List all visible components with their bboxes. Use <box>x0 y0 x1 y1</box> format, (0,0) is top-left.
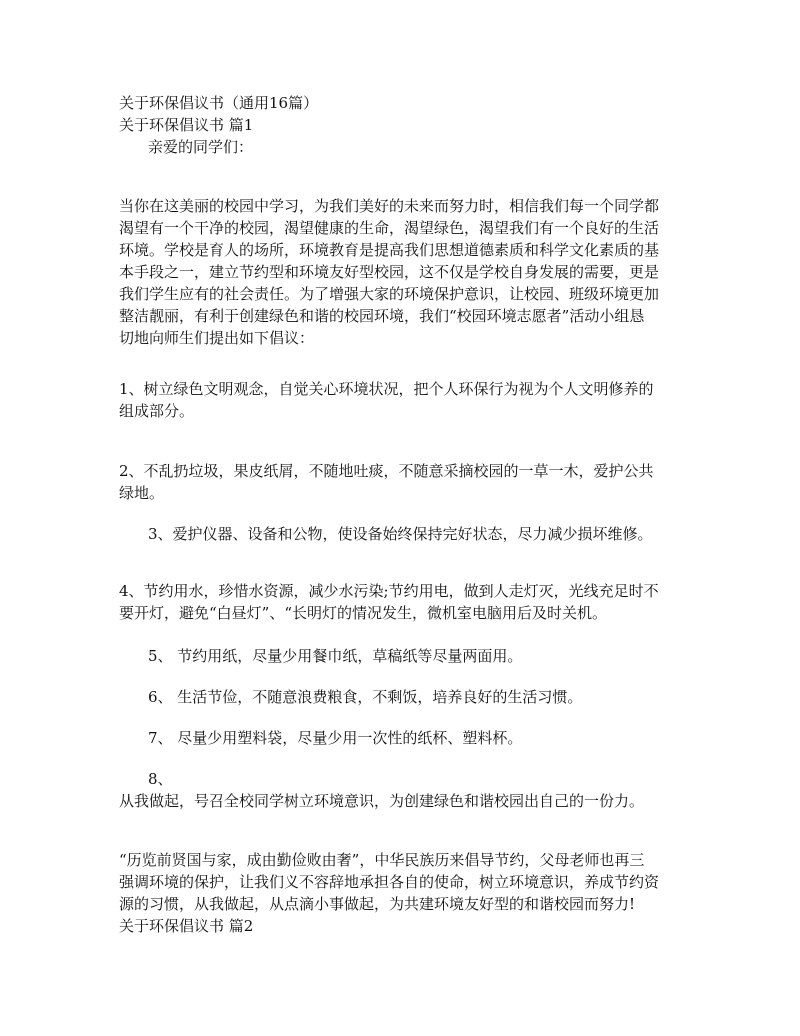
paragraph-line: 环境。学校是育人的场所，环境教育是提高我们思想道德素质和科学文化素质的基 <box>119 241 660 259</box>
document-title: 关于环保倡议书（通用16篇） <box>119 94 319 112</box>
paragraph-line: 2、不乱扔垃圾，果皮纸屑，不随地吐痰，不随意采摘校园的一草一木，爱护公共 <box>119 462 654 480</box>
paragraph-line: 绿地。 <box>119 484 165 502</box>
paragraph-line: 整洁靓丽，有利于创建绿色和谐的校园环境，我们“校园环境志愿者”活动小组恳 <box>119 307 645 325</box>
proposal-item-3: 3、爱护仪器、设备和公物，使设备始终保持完好状态，尽力减少损坏维修。 <box>148 525 653 543</box>
section-heading-1: 关于环保倡议书 篇1 <box>119 116 254 134</box>
paragraph-line: 4、节约用水，珍惜水资源，减少水污染;节约用电，做到人走灯灭，光线充足时不 <box>119 582 659 600</box>
paragraph-line: 1、树立绿色文明观念，自觉关心环境状况，把个人环保行为视为个人文明修养的 <box>119 380 654 398</box>
paragraph-line: 强调环境的保护，让我们义不容辞地承担各自的使命，树立环境意识，养成节约资 <box>119 873 660 891</box>
paragraph-line: 切地向师生们提出如下倡议： <box>119 329 315 347</box>
paragraph-line: 源的习惯，从我做起，从点滴小事做起，为共建环境友好型的和谐校园而努力! <box>119 895 636 913</box>
paragraph-line: 当你在这美丽的校园中学习，为我们美好的未来而努力时，相信我们每一个同学都 <box>119 197 660 215</box>
paragraph-line: 本手段之一，建立节约型和环境友好型校园，这不仅是学校自身发展的需要，更是 <box>119 263 660 281</box>
paragraph-line: “历览前贤国与家，成由勤俭败由奢”，中华民族历来倡导节约，父母老师也再三 <box>119 851 645 869</box>
paragraph-line: 我们学生应有的社会责任。为了增强大家的环境保护意识，让校园、班级环境更加 <box>119 285 660 303</box>
section-heading-2: 关于环保倡议书 篇2 <box>119 917 254 935</box>
proposal-item-8-number: 8、 <box>148 770 173 788</box>
proposal-item-8-text: 从我做起，号召全校同学树立环境意识，为创建绿色和谐校园出自己的一份力。 <box>119 792 645 810</box>
proposal-item-5: 5、 节约用纸，尽量少用餐巾纸，草稿纸等尽量两面用。 <box>148 647 523 665</box>
proposal-item-7: 7、 尽量少用塑料袋，尽量少用一次性的纸杯、塑料杯。 <box>148 729 523 747</box>
proposal-item-6: 6、 生活节俭，不随意浪费粮食，不剩饭，培养良好的生活习惯。 <box>148 688 583 706</box>
paragraph-line: 组成部分。 <box>119 402 195 420</box>
paragraph-line: 渴望有一个干净的校园，渴望健康的生命，渴望绿色，渴望我们有一个良好的生活 <box>119 219 660 237</box>
paragraph-line: 要开灯，避免“白昼灯”、“长明灯的情况发生，微机室电脑用后及时关机。 <box>119 604 608 622</box>
greeting-line: 亲爱的同学们： <box>148 138 254 156</box>
